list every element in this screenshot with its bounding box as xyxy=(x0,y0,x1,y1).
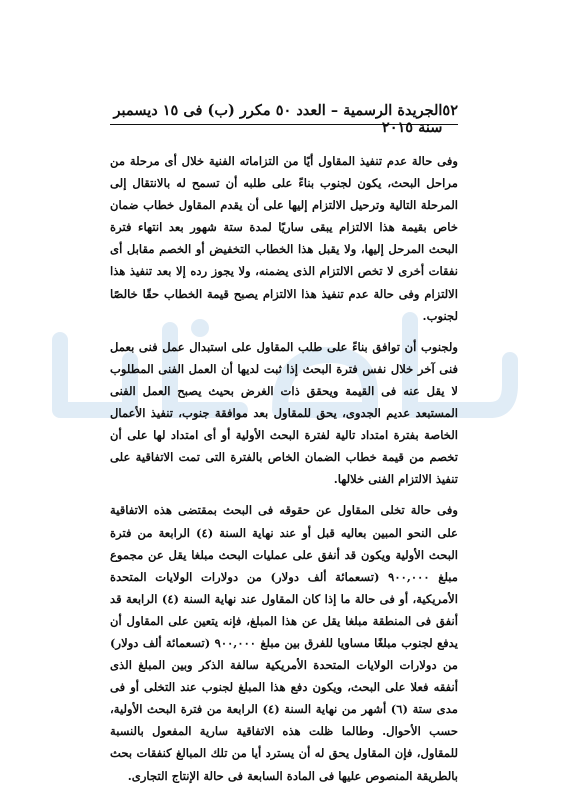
paragraph-1: وفى حالة عدم تنفيذ المقاول أيًا من التزاماته الفنية خلال أى مرحلة من مراحل البحث، يكون لجنوب بناءً على طلبه أن تسمح له بالانتقال إلى المرحلة التالية وترحيل الالتزام إليها على أن يقدم المقاول خطاب ضمان خاص بقيمة هذا الالتزام يبقى ساريًا لمدة ستة شهور بعد انتهاء فترة البحث المرحل إليها، ولا يقبل هذا الخطاب التخفيض أو الخصم مقابل أى نفقات أخرى لا تخص الالتزام الذى يضمنه، ولا يجوز رده إلا بعد تنفيذ هذا الالتزام وفى حالة عدم تنفيذ هذا الالتزام يصبح قيمة الخطاب حقًا خالصًا لجنوب. xyxy=(110,154,458,323)
page-header xyxy=(110,102,458,136)
document-body xyxy=(110,150,458,796)
header-divider xyxy=(110,124,458,125)
paragraph-3: وفى حالة تخلى المقاول عن حقوقه فى البحث بمقتضى هذه الاتفاقية على النحو المبين بعاليه قبل أو عند نهاية السنة (٤) الرابعة من فترة البحث الأولية ويكون قد أنفق على عمليات البحث مبلغا يقل عن مجموع مبلغ ٩٠٠,٠٠٠ (تسعمائة ألف دولار) من دولارات الولايات المتحدة الأمريكية، أو فى حالة ما إذا كان المقاول عند نهاية السنة (٤) الرابعة قد أنفق فى المنطقة مبلغا يقل عن هذا المبلغ، فإنه يتعين على المقاول أن يدفع لجنوب مبلغًا مساويا للفرق بين مبلغ ٩٠٠,٠٠٠ (تسعمائة ألف دولار) من دولارات الولايات المتحدة الأمريكية سالفة الذكر وبين المبلغ الذى أنفقه فعلا على البحث، ويكون دفع هذا المبلغ لجنوب عند التخلى أو فى مدى ستة (٦) أشهر من نهاية السنة (٤) الرابعة من فترة البحث الأولية، حسب الأحوال. وطالما ظلت هذه الاتفاقية سارية المفعول بالنسبة للمقاول، فإن المقاول يحق له أن يسترد أيا من تلك المبالغ كنفقات بحث بالطريقة المنصوص عليها فى المادة السابعة فى حالة الإنتاج التجارى. xyxy=(110,503,458,783)
page-number: ٥٢ xyxy=(442,102,458,119)
paragraph-2: ولجنوب أن توافق بناءً على طلب المقاول على استبدال عمل فنى بعمل فنى آخر خلال نفس فترة البحث إذا ثبت لديها أن العمل الفنى المطلوب لا يقل عنه فى القيمة ويحقق ذات الغرض بحيث يصبح العمل الفنى المستبعد عديم الجدوى، يحق للمقاول بعد موافقة جنوب، تنفيذ الأعمال الخاصة بفترة امتداد تالية لفترة البحث الأولية أو أى امتداد لها على أن تخصم من قيمة خطاب الضمان الخاص بالفترة التى تمت الاتفاقية على تنفيذ الالتزام الفنى خلالها. xyxy=(110,339,458,487)
gazette-title: الجريدة الرسمية – العدد ٥٠ مكرر (ب) فى ١٥ ديسمبر سنة ٢٠١٥ xyxy=(113,102,443,136)
